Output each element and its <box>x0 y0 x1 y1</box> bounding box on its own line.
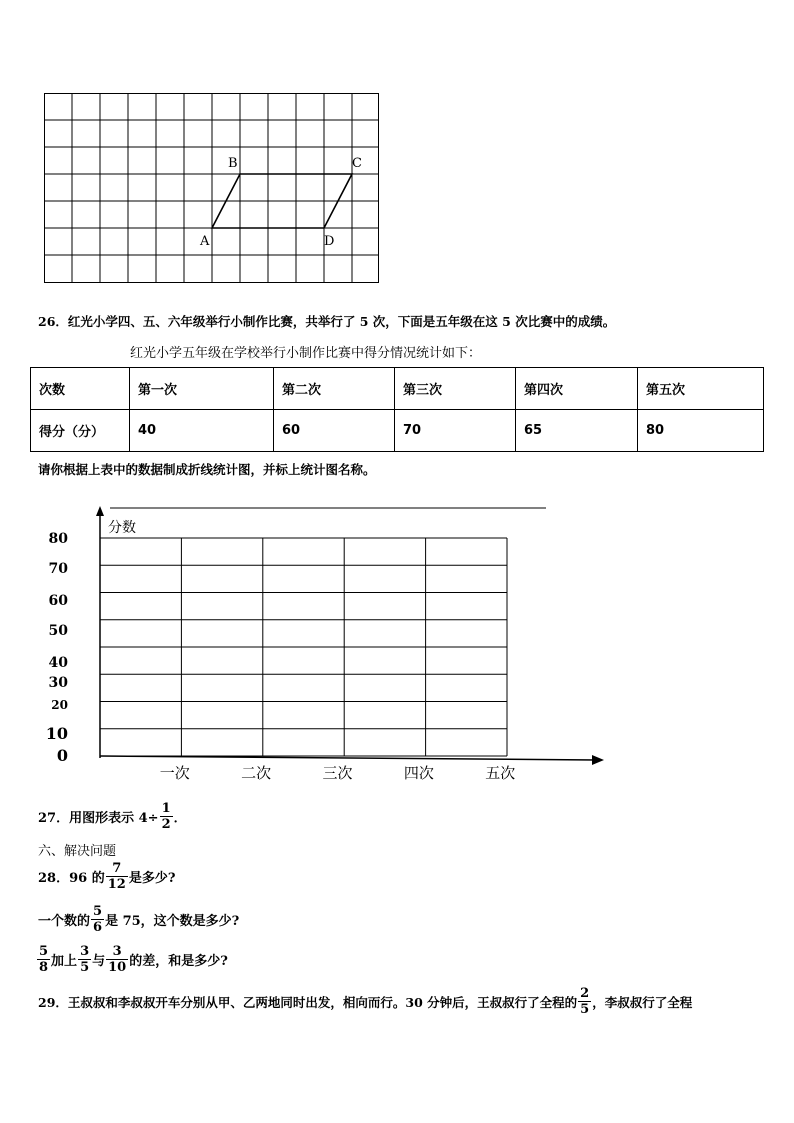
table-cell: 第五次 <box>638 368 764 410</box>
y-tick-label: 80 <box>48 531 68 547</box>
q28-part2 <box>38 904 239 935</box>
q28-part3 <box>36 944 228 975</box>
x-category-label: 五次 <box>485 764 516 782</box>
q26-table-title: 红光小学五年级在学校举行小制作比赛中得分情况统计如下： <box>130 346 482 361</box>
q26-instruction: 请你根据上表中的数据制成折线统计图，并标上统计图名称。 <box>38 462 376 477</box>
table-cell: 65 <box>516 410 638 452</box>
y-tick-label: 20 <box>51 698 68 712</box>
table-cell: 80 <box>638 410 764 452</box>
table-row <box>31 410 764 452</box>
fraction-denominator: 10 <box>108 960 127 975</box>
q27-prefix: 27．用图形表示 4÷ <box>38 811 159 826</box>
q28-p2-suffix: 是 75，这个数是多少? <box>105 914 240 929</box>
fraction-numerator: 2 <box>580 986 590 1001</box>
fraction-numerator: 5 <box>39 944 49 959</box>
y-tick-labels <box>46 531 69 765</box>
x-axis-arrow <box>592 755 604 765</box>
q28-p2-prefix: 一个数的 <box>38 914 91 929</box>
fraction-numerator: 3 <box>80 944 90 959</box>
q26-text: 26．红光小学四、五、六年级举行小制作比赛，共举行了 5 次，下面是五年级在这 5 次比赛中的成绩。 <box>38 314 616 329</box>
y-tick-label: 10 <box>45 724 68 743</box>
fraction-denominator: 8 <box>39 960 49 975</box>
y-axis-arrow <box>96 506 104 516</box>
y-axis-label: 分数 <box>108 520 136 536</box>
table-row <box>31 368 764 410</box>
fraction-denominator: 12 <box>107 877 126 892</box>
point-c-label: C <box>352 156 362 171</box>
table-cell: 第三次 <box>395 368 516 410</box>
fraction-denominator: 5 <box>580 1002 590 1017</box>
point-a-label: A <box>200 234 210 249</box>
table-cell: 40 <box>130 410 274 452</box>
y-tick-label: 30 <box>48 675 68 691</box>
q29-fraction <box>578 986 591 1017</box>
line-chart <box>40 500 620 790</box>
y-tick-label: 50 <box>48 623 68 639</box>
x-axis <box>100 756 596 760</box>
q28-p3-fraction-2 <box>78 944 91 975</box>
q28-p1-suffix: 是多少? <box>128 871 176 886</box>
q28-p1-prefix: 28．96 的 <box>38 871 105 886</box>
table-cell: 得分（分） <box>31 410 130 452</box>
x-category-label: 三次 <box>322 764 353 782</box>
section-6-title: 六、解决问题 <box>38 844 117 859</box>
table-cell: 次数 <box>31 368 130 410</box>
x-category-label: 一次 <box>159 764 190 782</box>
fraction-numerator: 7 <box>112 861 122 876</box>
table-cell: 第一次 <box>130 368 274 410</box>
y-tick-label: 0 <box>56 746 68 765</box>
table-cell: 60 <box>274 410 395 452</box>
y-tick-label: 40 <box>48 655 68 671</box>
point-d-label: D <box>324 234 335 249</box>
y-tick-label: 60 <box>48 593 68 609</box>
x-category-label: 四次 <box>403 764 434 782</box>
q29-suffix: ，李叔叔行了全程 <box>592 994 693 1010</box>
fraction-denominator: 6 <box>93 920 103 935</box>
q27-fraction <box>160 801 173 832</box>
x-category-labels <box>160 764 516 782</box>
fraction-denominator: 5 <box>80 960 90 975</box>
q29 <box>38 986 692 1017</box>
table-cell: 第二次 <box>274 368 395 410</box>
chart-grid <box>100 538 507 756</box>
fraction-numerator: 1 <box>161 801 171 816</box>
q28-p3-suffix: 的差，和是多少? <box>129 954 228 969</box>
q27-suffix: ． <box>173 811 187 826</box>
q28-p3-fraction-1 <box>37 944 50 975</box>
table-cell: 第四次 <box>516 368 638 410</box>
score-table <box>30 367 764 452</box>
x-category-label: 二次 <box>241 764 272 782</box>
q28-p3-mid2: 与 <box>92 954 106 969</box>
y-tick-label: 70 <box>48 561 68 577</box>
fraction-numerator: 5 <box>93 904 103 919</box>
fraction-numerator: 3 <box>112 944 122 959</box>
point-b-label: B <box>228 156 238 171</box>
q28-p3-fraction-3 <box>106 944 128 975</box>
q28-part1 <box>38 861 175 892</box>
q29-prefix: 29．王叔叔和李叔叔开车分别从甲、乙两地同时出发，相向而行。30 分钟后，王叔叔行了全程的 <box>38 994 578 1010</box>
q28-p3-mid1: 加上 <box>51 954 78 969</box>
q28-p1-fraction <box>106 861 128 892</box>
table-cell: 70 <box>395 410 516 452</box>
fraction-denominator: 2 <box>161 817 171 832</box>
grid-figure <box>44 93 380 285</box>
q28-p2-fraction <box>91 904 104 935</box>
q27 <box>38 801 187 832</box>
